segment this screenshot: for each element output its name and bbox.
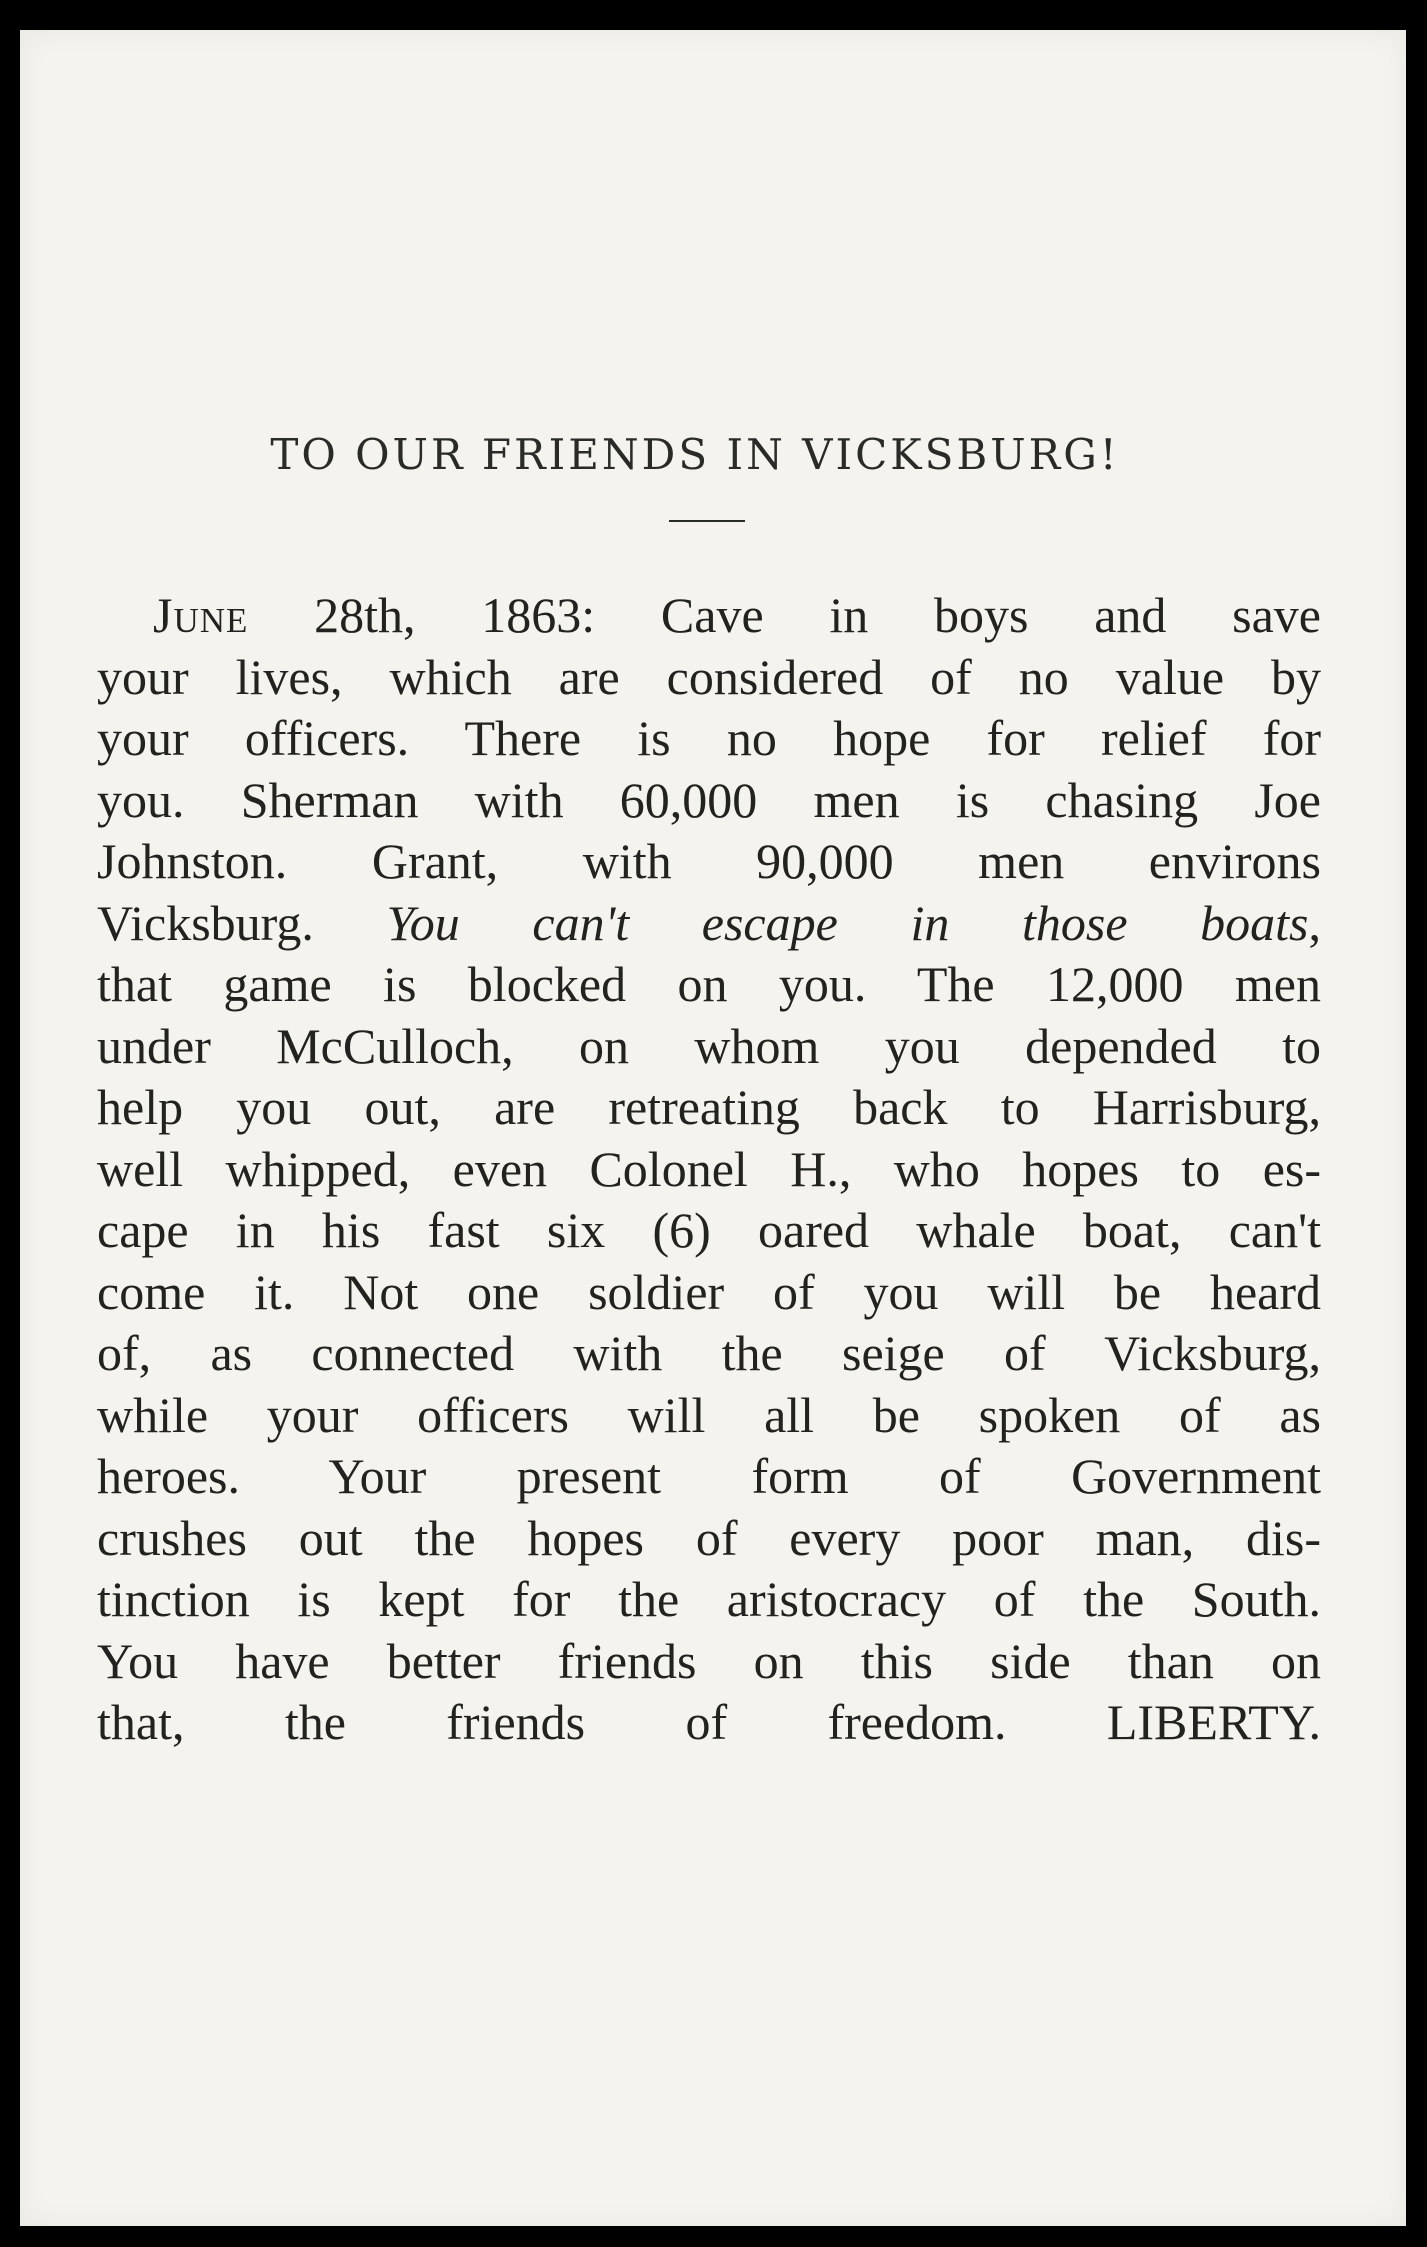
body-line <box>97 1323 1321 1385</box>
body-line <box>97 1631 1321 1693</box>
body-text-run: come it. Not one soldier of you will be heard <box>97 1263 1321 1320</box>
body-line <box>97 1077 1321 1139</box>
body-line <box>97 1385 1321 1447</box>
body-text-run: well whipped, even Colonel H., who hopes to es- <box>97 1140 1321 1197</box>
body-text-run: Vicksburg. <box>97 894 387 951</box>
body-line <box>97 1692 1321 1754</box>
body-line <box>97 1200 1321 1262</box>
title-rule <box>669 520 745 522</box>
body-line <box>97 1569 1321 1631</box>
body-text-run: that game is blocked on you. The 12,000 men <box>97 956 1321 1012</box>
body-text-run: cape in his fast six (6) oared whale boat, can't <box>97 1202 1321 1258</box>
body-line <box>97 585 1321 647</box>
body-text-run: Johnston. Grant, with 90,000 men environs <box>97 833 1321 889</box>
leaflet-sheet <box>20 30 1406 2226</box>
body-text-run: help you out, are retreating back to Harrisburg, <box>97 1079 1321 1135</box>
body-text-run: You have better friends on this side than on <box>97 1632 1321 1689</box>
body-text-run: You can't escape in those boats <box>386 894 1309 951</box>
body-line <box>97 770 1321 832</box>
body-text-run: June <box>153 587 249 643</box>
leaflet-title: TO OUR FRIENDS IN VICKSBURG! <box>270 430 1120 479</box>
body-text-run: heroes. Your present form of Government <box>97 1448 1321 1504</box>
body-text-run: tinction is kept for the aristocracy of the South. <box>97 1571 1321 1627</box>
body-text-run: of, as connected with the seige of Vicksburg, <box>97 1325 1321 1381</box>
body-text-run: your lives, which are considered of no value by <box>97 648 1321 705</box>
body-line <box>97 647 1321 709</box>
body-line <box>97 1016 1321 1078</box>
body-line <box>97 708 1321 770</box>
body-line <box>97 1446 1321 1508</box>
body-text-run: crushes out the hopes of every poor man, dis- <box>97 1509 1321 1566</box>
body-text-run: you. Sherman with 60,000 men is chasing Joe <box>97 771 1321 828</box>
body-text-run: your officers. There is no hope for relief for <box>97 710 1321 766</box>
body-text-run: , <box>1308 894 1321 951</box>
body-text-run: 28th, 1863: Cave in boys and save <box>248 587 1321 643</box>
body-text-run: under McCulloch, on whom you depended to <box>97 1017 1321 1074</box>
body-line <box>97 1139 1321 1201</box>
body-line <box>97 1508 1321 1570</box>
leaflet-body <box>97 585 1321 1754</box>
body-line <box>97 893 1321 955</box>
body-line <box>97 1262 1321 1324</box>
body-text-run: while your officers will all be spoken of as <box>97 1386 1321 1443</box>
body-text-run: that, the friends of freedom. LIBERTY. <box>97 1694 1321 1750</box>
body-line <box>97 831 1321 893</box>
body-line <box>97 954 1321 1016</box>
